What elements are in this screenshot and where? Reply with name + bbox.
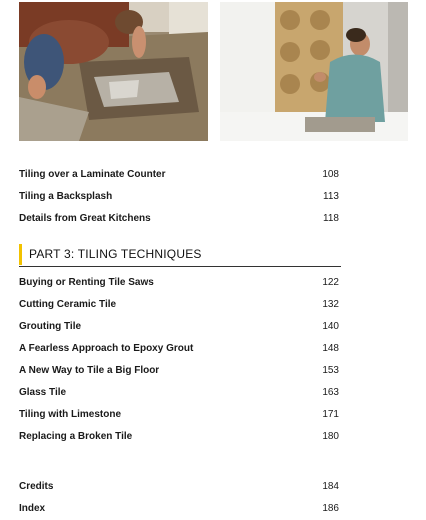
toc-entry-limestone[interactable]	[19, 408, 341, 422]
toc-entry-page: 118	[323, 213, 339, 224]
toc-entry-grouting[interactable]	[19, 320, 341, 334]
toc-entry-title: Tiling with Limestone	[19, 409, 122, 420]
toc-entry-title: Credits	[19, 481, 54, 492]
toc-entry-title: Index	[19, 503, 46, 514]
toc-entry-page: 113	[323, 191, 339, 202]
toc-entry-big-floor[interactable]	[19, 364, 341, 378]
toc-entry-page: 108	[322, 169, 339, 180]
accent-bar	[19, 244, 22, 265]
toc-entry-title: Buying or Renting Tile Saws	[19, 277, 154, 288]
toc-entry-title: Tiling over a Laminate Counter	[19, 169, 166, 180]
toc-entry-credits[interactable]	[19, 480, 341, 494]
toc-entry-title: Cutting Ceramic Tile	[19, 299, 117, 310]
toc-entry-title: Tiling a Backsplash	[19, 191, 113, 202]
toc-entry-tile-saws[interactable]	[19, 276, 341, 290]
part-3-title: PART 3: TILING TECHNIQUES	[29, 247, 202, 261]
toc-entry-title: Replacing a Broken Tile	[19, 431, 133, 442]
toc-entry-page: 132	[322, 299, 339, 310]
toc-entry-backsplash[interactable]	[19, 190, 341, 204]
toc-entry-page: 171	[322, 409, 339, 420]
toc-entry-epoxy-grout[interactable]	[19, 342, 341, 356]
part-3-heading	[19, 244, 341, 267]
toc-entry-page: 148	[322, 343, 339, 354]
photo-wall-tiling	[220, 2, 408, 141]
toc-entry-page: 163	[322, 387, 339, 398]
toc-entry-title: Glass Tile	[19, 387, 67, 398]
toc-entry-cutting-ceramic[interactable]	[19, 298, 341, 312]
toc-entry-page: 153	[322, 365, 339, 376]
toc-entry-title: A New Way to Tile a Big Floor	[19, 365, 160, 376]
toc-entry-page: 184	[322, 481, 339, 492]
toc-entry-laminate-counter[interactable]	[19, 168, 341, 182]
toc-entry-title: Grouting Tile	[19, 321, 82, 332]
toc-entry-page: 122	[322, 277, 339, 288]
toc-entry-page: 180	[322, 431, 339, 442]
toc-entry-page: 140	[322, 321, 339, 332]
toc-entry-index[interactable]	[19, 502, 341, 516]
photo-wall-tiling-icon	[220, 2, 408, 141]
toc-entry-title: A Fearless Approach to Epoxy Grout	[19, 343, 194, 354]
photo-floor-tiling-icon	[19, 2, 208, 141]
toc-entry-broken-tile[interactable]	[19, 430, 341, 444]
toc-entry-page: 186	[322, 503, 339, 514]
toc-entry-title: Details from Great Kitchens	[19, 213, 151, 224]
toc-entry-great-kitchens[interactable]	[19, 212, 341, 226]
photo-kneeling-tile-floor	[19, 2, 208, 141]
toc-entry-glass-tile[interactable]	[19, 386, 341, 400]
